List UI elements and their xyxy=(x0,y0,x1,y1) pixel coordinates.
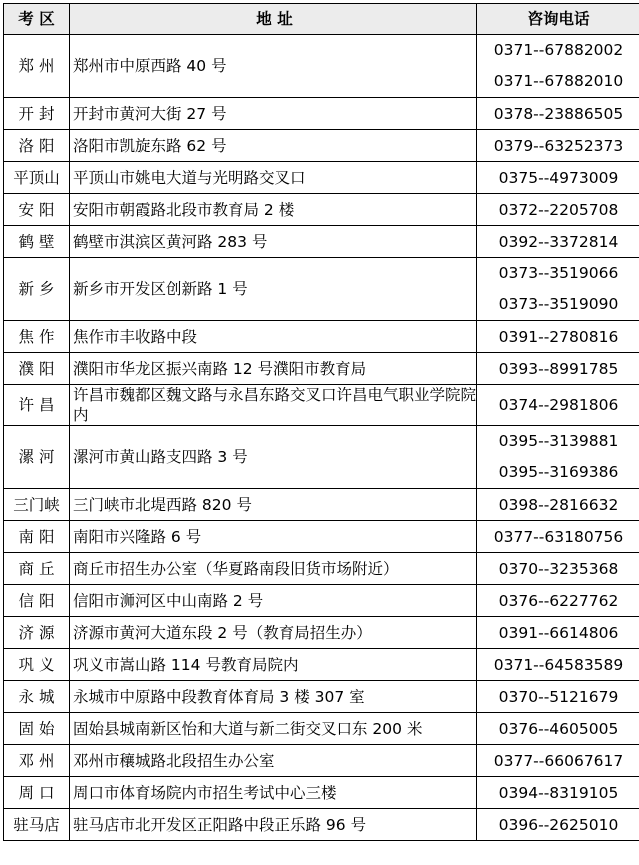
phone-cell xyxy=(477,617,639,649)
phone-number: 0393--8991785 xyxy=(498,359,619,378)
table-row xyxy=(4,35,639,98)
address-cell: 新乡市开发区创新路 1 号 xyxy=(70,258,477,321)
address-cell: 郑州市中原西路 40 号 xyxy=(70,35,477,98)
address-cell: 信阳市浉河区中山南路 2 号 xyxy=(70,585,477,617)
phone-cell xyxy=(477,809,639,841)
address-cell: 周口市体育场院内市招生考试中心三楼 xyxy=(70,777,477,809)
table-row xyxy=(4,385,639,426)
table-row xyxy=(4,130,639,162)
area-cell: 平顶山 xyxy=(4,162,70,194)
phone-cell xyxy=(477,681,639,713)
area-cell: 郑 州 xyxy=(4,35,70,98)
phone-cell xyxy=(477,426,639,489)
table-row xyxy=(4,194,639,226)
phone-cell xyxy=(477,385,639,426)
header-area: 考 区 xyxy=(4,4,70,35)
area-cell: 巩 义 xyxy=(4,649,70,681)
phone-cell xyxy=(477,130,639,162)
phone-cell xyxy=(477,489,639,521)
phone-number: 0374--2981806 xyxy=(498,396,619,414)
table-row xyxy=(4,426,639,489)
address-cell: 鹤壁市淇滨区黄河路 283 号 xyxy=(70,226,477,258)
table-row xyxy=(4,745,639,777)
area-cell: 邓 州 xyxy=(4,745,70,777)
table-row xyxy=(4,489,639,521)
address-cell: 驻马店市北开发区正阳路中段正乐路 96 号 xyxy=(70,809,477,841)
phone-number: 0391--2780816 xyxy=(498,327,619,346)
phone-number: 0398--2816632 xyxy=(498,495,619,514)
area-cell: 商 丘 xyxy=(4,553,70,585)
area-cell: 濮 阳 xyxy=(4,353,70,385)
phone-cell xyxy=(477,713,639,745)
phone-cell xyxy=(477,35,639,98)
phone-number: 0379--63252373 xyxy=(493,136,624,155)
area-cell: 鹤 壁 xyxy=(4,226,70,258)
phone-cell xyxy=(477,194,639,226)
table-row xyxy=(4,321,639,353)
phone-number: 0373--3519090 xyxy=(498,295,619,313)
phone-cell xyxy=(477,649,639,681)
exam-office-contact-table xyxy=(3,3,639,841)
address-cell: 洛阳市凯旋东路 62 号 xyxy=(70,130,477,162)
address-cell: 永城市中原路中段教育体育局 3 楼 307 室 xyxy=(70,681,477,713)
phone-number: 0392--3372814 xyxy=(498,232,619,251)
phone-cell xyxy=(477,321,639,353)
address-cell: 南阳市兴隆路 6 号 xyxy=(70,521,477,553)
phone-number: 0395--3139881 xyxy=(498,432,619,450)
phone-number: 0376--4605005 xyxy=(498,719,619,738)
table-row xyxy=(4,617,639,649)
phone-cell xyxy=(477,258,639,321)
phone-cell xyxy=(477,162,639,194)
address-cell: 开封市黄河大街 27 号 xyxy=(70,98,477,130)
address-cell: 固始县城南新区怡和大道与新二街交叉口东 200 米 xyxy=(70,713,477,745)
table-row xyxy=(4,162,639,194)
address-cell: 三门峡市北堤西路 820 号 xyxy=(70,489,477,521)
phone-number: 0394--8319105 xyxy=(498,783,619,802)
area-cell: 信 阳 xyxy=(4,585,70,617)
phone-cell xyxy=(477,353,639,385)
area-cell: 漯 河 xyxy=(4,426,70,489)
phone-cell xyxy=(477,98,639,130)
phone-number: 0376--6227762 xyxy=(498,591,619,610)
address-cell: 许昌市魏都区魏文路与永昌东路交叉口许昌电气职业学院院内 xyxy=(70,385,477,426)
table-row xyxy=(4,98,639,130)
header-phone: 咨询电话 xyxy=(477,4,639,35)
phone-number: 0372--2205708 xyxy=(498,200,619,219)
phone-number: 0371--67882002 xyxy=(493,41,624,59)
phone-cell xyxy=(477,745,639,777)
table-row xyxy=(4,521,639,553)
header-address: 地 址 xyxy=(70,4,477,35)
area-cell: 南 阳 xyxy=(4,521,70,553)
phone-cell xyxy=(477,553,639,585)
area-cell: 驻马店 xyxy=(4,809,70,841)
header-row xyxy=(4,4,639,35)
address-cell: 商丘市招生办公室（华夏路南段旧货市场附近） xyxy=(70,553,477,585)
phone-cell xyxy=(477,585,639,617)
table-body xyxy=(4,35,639,841)
table-row xyxy=(4,777,639,809)
table-row xyxy=(4,226,639,258)
phone-number: 0396--2625010 xyxy=(498,815,619,834)
address-cell: 漯河市黄山路支四路 3 号 xyxy=(70,426,477,489)
table-row xyxy=(4,553,639,585)
address-cell: 巩义市嵩山路 114 号教育局院内 xyxy=(70,649,477,681)
address-cell: 濮阳市华龙区振兴南路 12 号濮阳市教育局 xyxy=(70,353,477,385)
phone-cell xyxy=(477,777,639,809)
phone-number: 0375--4973009 xyxy=(498,168,619,187)
area-cell: 济 源 xyxy=(4,617,70,649)
phone-number: 0373--3519066 xyxy=(498,264,619,282)
phone-number: 0391--6614806 xyxy=(498,623,619,642)
phone-number: 0370--5121679 xyxy=(498,687,619,706)
phone-number: 0377--63180756 xyxy=(493,527,624,546)
area-cell: 周 口 xyxy=(4,777,70,809)
area-cell: 三门峡 xyxy=(4,489,70,521)
phone-number: 0377--66067617 xyxy=(493,751,624,770)
address-cell: 焦作市丰收路中段 xyxy=(70,321,477,353)
table-row xyxy=(4,649,639,681)
phone-number: 0395--3169386 xyxy=(498,463,619,481)
table-row xyxy=(4,585,639,617)
address-cell: 安阳市朝霞路北段市教育局 2 楼 xyxy=(70,194,477,226)
phone-number: 0371--67882010 xyxy=(493,72,624,90)
address-cell: 济源市黄河大道东段 2 号（教育局招生办） xyxy=(70,617,477,649)
table-row xyxy=(4,353,639,385)
phone-cell xyxy=(477,521,639,553)
phone-number: 0370--3235368 xyxy=(498,559,619,578)
phone-number: 0378--23886505 xyxy=(493,104,624,123)
phone-number: 0371--64583589 xyxy=(493,655,624,674)
address-cell: 邓州市穰城路北段招生办公室 xyxy=(70,745,477,777)
area-cell: 新 乡 xyxy=(4,258,70,321)
area-cell: 永 城 xyxy=(4,681,70,713)
address-cell: 平顶山市姚电大道与光明路交叉口 xyxy=(70,162,477,194)
area-cell: 洛 阳 xyxy=(4,130,70,162)
table-row xyxy=(4,681,639,713)
area-cell: 焦 作 xyxy=(4,321,70,353)
table-row xyxy=(4,258,639,321)
area-cell: 固 始 xyxy=(4,713,70,745)
area-cell: 开 封 xyxy=(4,98,70,130)
table-row xyxy=(4,713,639,745)
table-row xyxy=(4,809,639,841)
area-cell: 许 昌 xyxy=(4,385,70,426)
area-cell: 安 阳 xyxy=(4,194,70,226)
phone-cell xyxy=(477,226,639,258)
